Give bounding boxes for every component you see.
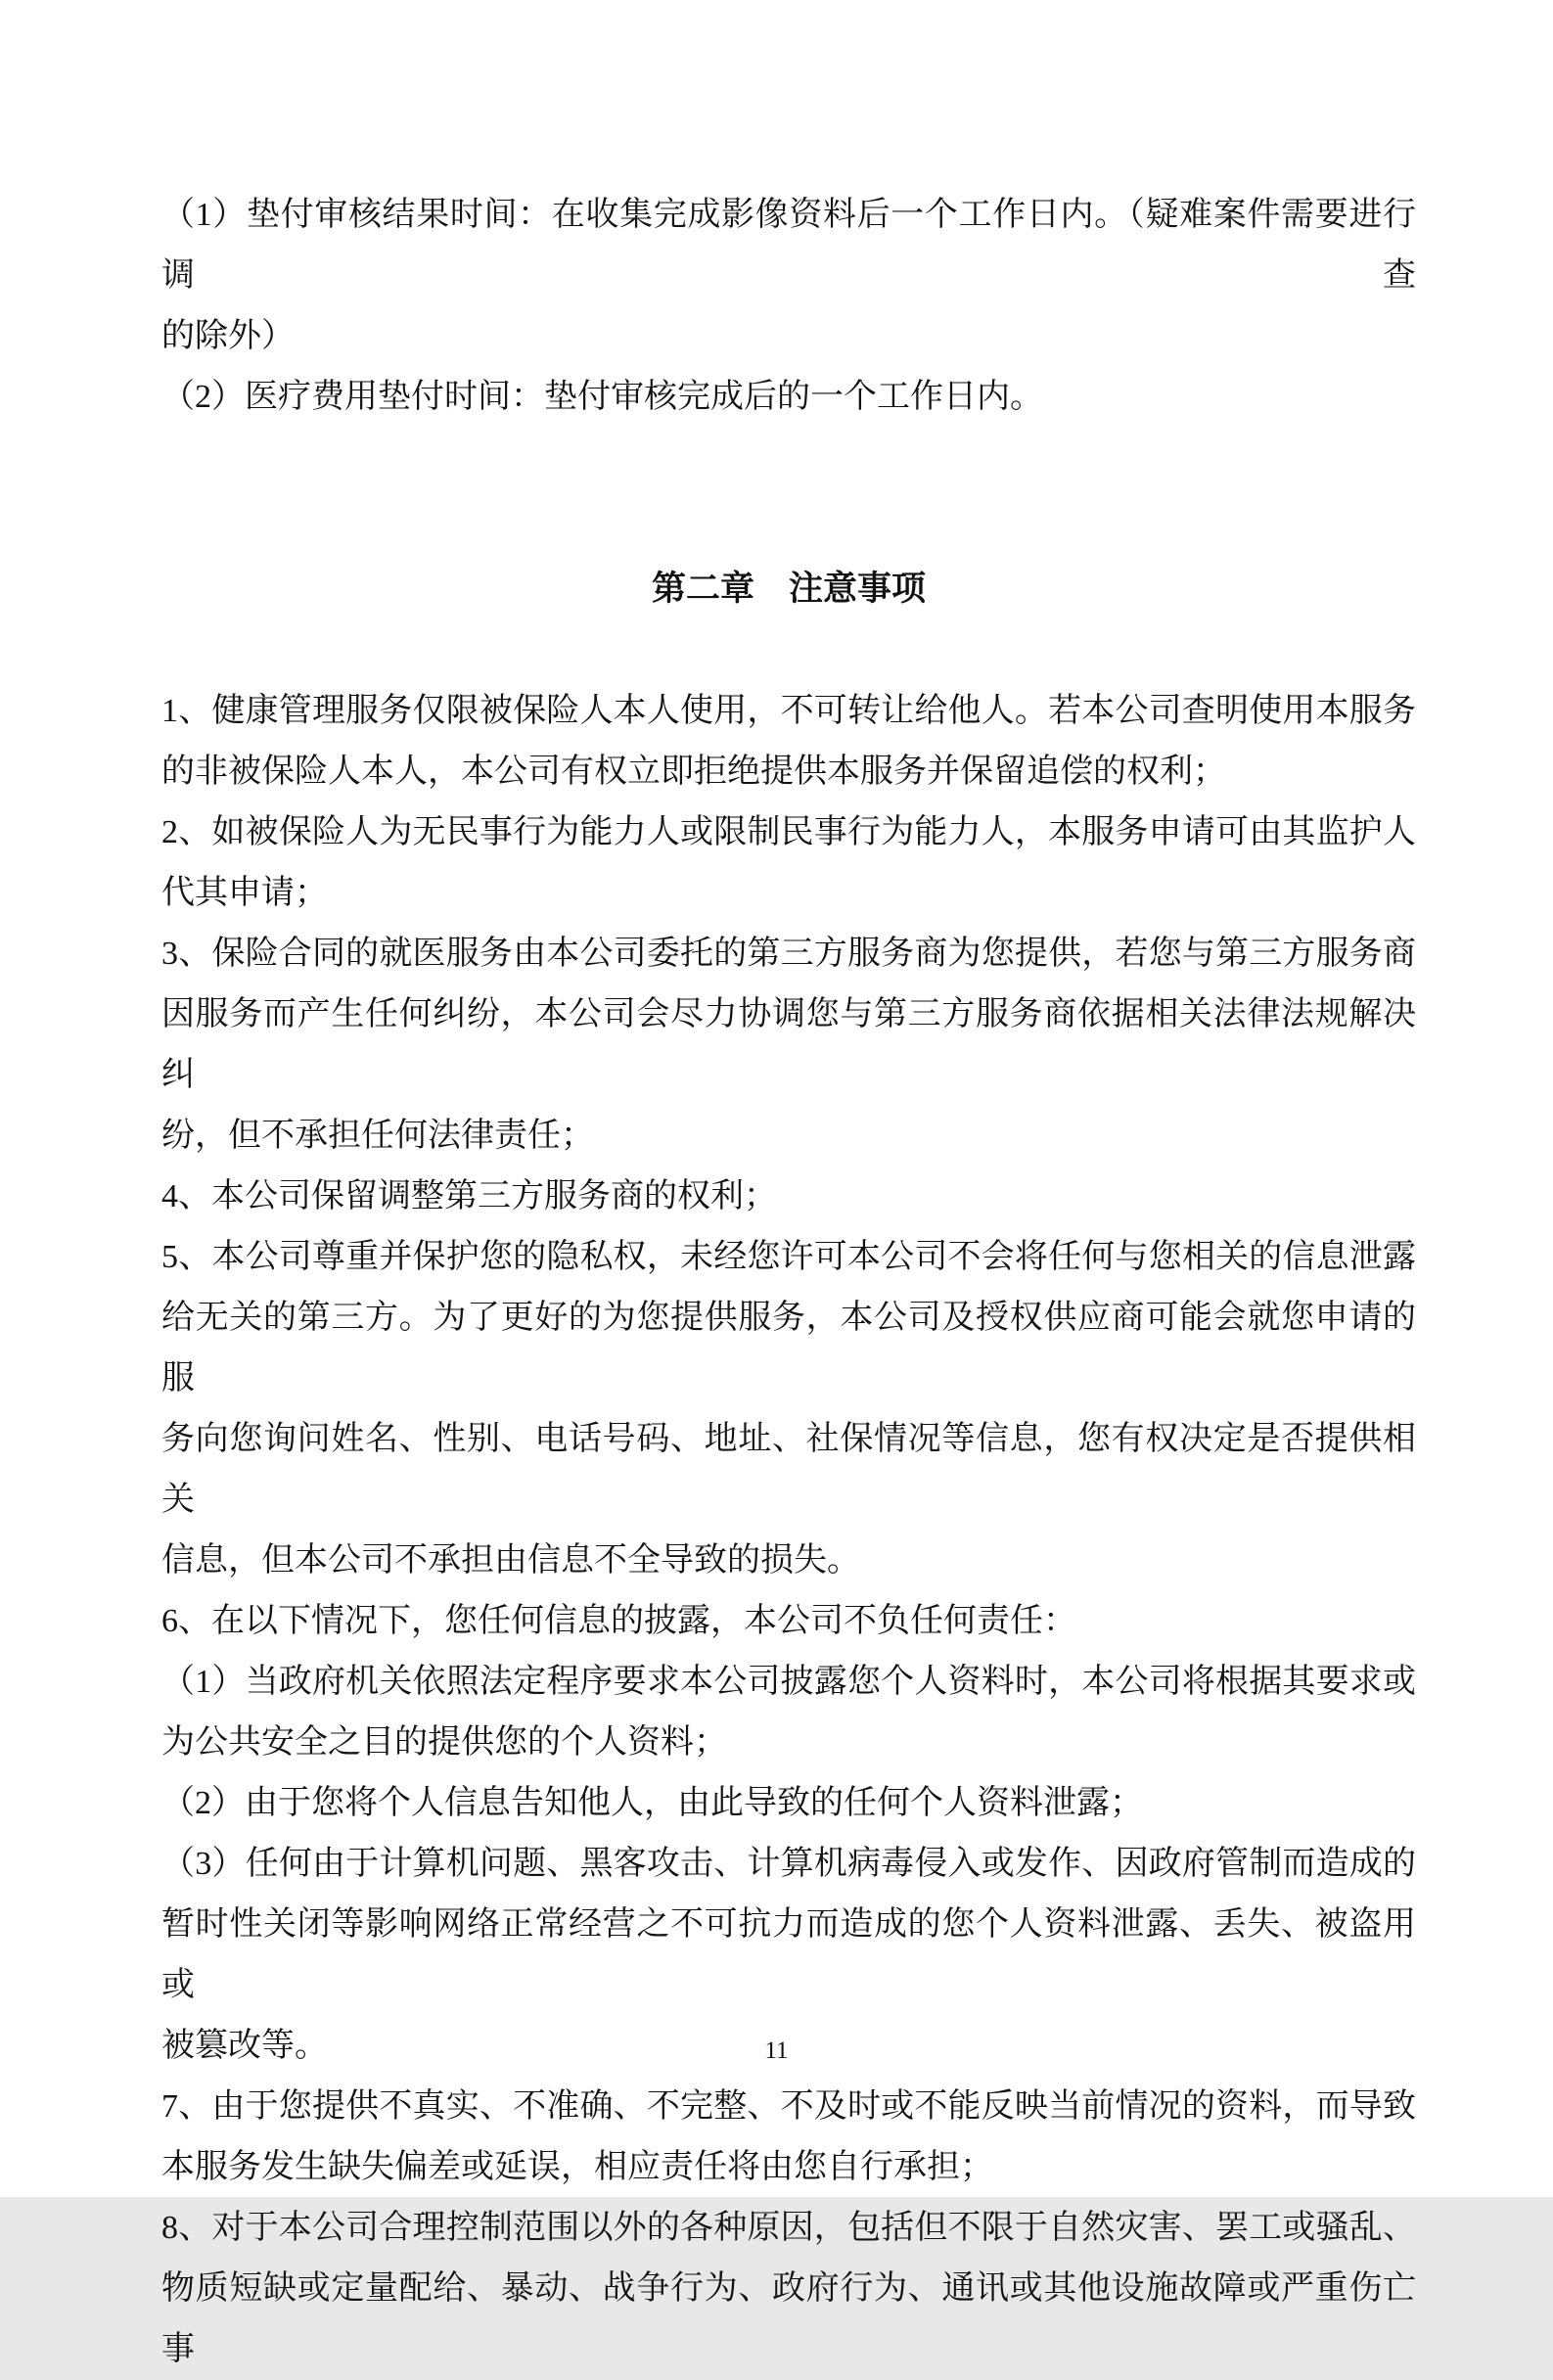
text-line: 务向您询问姓名、性别、电话号码、地址、社保情况等信息，您有权决定是否提供相关 xyxy=(161,1421,1416,1518)
text-line: 5、本公司尊重并保护您的隐私权，未经您许可本公司不会将任何与您相关的信息泄露 xyxy=(161,1239,1416,1275)
text-line: 的除外） xyxy=(161,318,295,354)
text-line: （2）由于您将个人信息告知他人，由此导致的任何个人资料泄露； xyxy=(161,1785,1143,1821)
text-line: 纷，但不承担任何法律责任； xyxy=(161,1118,594,1154)
text-line: （2）医疗费用垫付时间：垫付审核完成后的一个工作日内。 xyxy=(161,379,1043,415)
text-line: 3、保险合同的就医服务由本公司委托的第三方服务商为您提供，若您与第三方服务商 xyxy=(161,936,1416,972)
text-line: 暂时性关闭等影响网络正常经营之不可抗力而造成的您个人资料泄露、丢失、被盗用或 xyxy=(161,1906,1416,2003)
text-line: 4、本公司保留调整第三方服务商的权利； xyxy=(161,1178,777,1214)
text-line: 8、对于本公司合理控制范围以外的各种原因，包括但不限于自然灾害、罢工或骚乱、 xyxy=(161,2210,1416,2246)
chapter-heading: 第二章 注意事项 xyxy=(651,570,926,608)
intro-paragraphs xyxy=(161,185,1416,428)
text-line: 被篡改等。 xyxy=(161,2028,328,2064)
text-line: 6、在以下情况下，您任何信息的披露，本公司不负任何责任： xyxy=(161,1603,1076,1639)
text-line: 代其申请； xyxy=(161,875,328,911)
text-line: （3）任何由于计算机问题、黑客攻击、计算机病毒侵入或发作、因政府管制而造成的 xyxy=(161,1846,1416,1882)
text-line: 给无关的第三方。为了更好的为您提供服务，本公司及授权供应商可能会就您申请的服 xyxy=(161,1300,1416,1396)
text-line: 2、如被保险人为无民事行为能力人或限制民事行为能力人，本服务申请可由其监护人 xyxy=(161,814,1416,850)
text-line: 本服务发生缺失偏差或延误，相应责任将由您自行承担； xyxy=(161,2149,993,2185)
text-line: 的非被保险人本人，本公司有权立即拒绝提供本服务并保留追偿的权利； xyxy=(161,754,1226,790)
text-line: 物质短缺或定量配给、暴动、战争行为、政府行为、通讯或其他设施故障或严重伤亡事 xyxy=(161,2270,1416,2367)
text-line: 1、健康管理服务仅限被保险人本人使用，不可转让给他人。若本公司查明使用本服务 xyxy=(161,693,1416,729)
text-line: 信息，但本公司不承担由信息不全导致的损失。 xyxy=(161,1542,860,1579)
text-line: 因服务而产生任何纠纷，本公司会尽力协调您与第三方服务商依据相关法律法规解决纠 xyxy=(161,996,1416,1093)
text-line: 为公共安全之目的提供您的个人资料； xyxy=(161,1724,727,1761)
text-line: （1）垫付审核结果时间：在收集完成影像资料后一个工作日内。（疑难案件需要进行调查 xyxy=(161,197,1416,294)
notes-list xyxy=(161,681,1416,2380)
text-line: （1）当政府机关依照法定程序要求本公司披露您个人资料时，本公司将根据其要求或 xyxy=(161,1664,1416,1700)
page-number: 11 xyxy=(764,2037,789,2064)
text-line: 7、由于您提供不真实、不准确、不完整、不及时或不能反映当前情况的资料，而导致 xyxy=(161,2088,1416,2125)
